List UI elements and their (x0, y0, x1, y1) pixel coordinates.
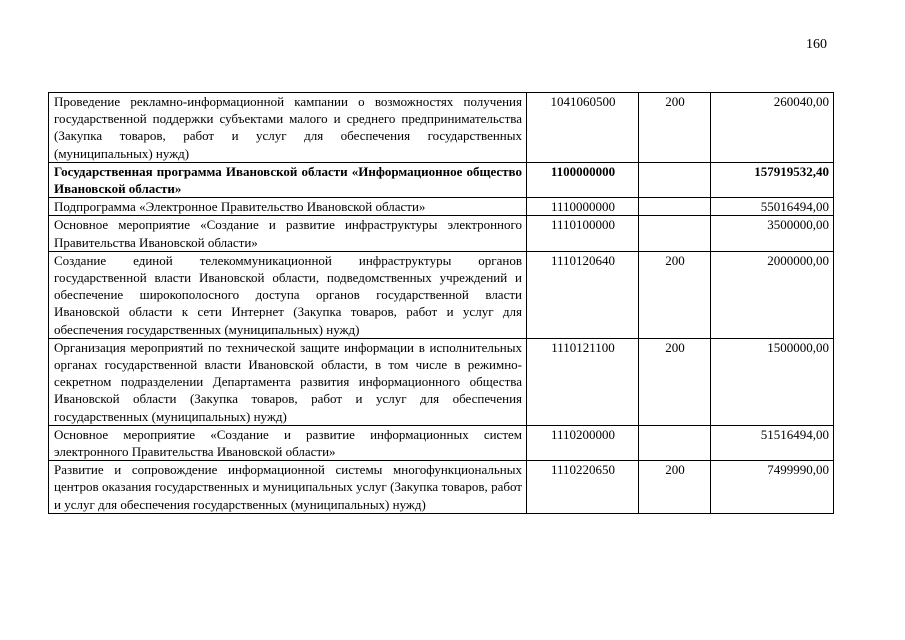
row-code: 1110120640 (527, 251, 639, 338)
table-row (49, 93, 834, 163)
row-expense-type (639, 162, 711, 197)
row-sum: 7499990,00 (711, 461, 834, 514)
row-expense-type: 200 (639, 93, 711, 163)
row-expense-type: 200 (639, 251, 711, 338)
table-row (49, 198, 834, 216)
row-name: Развитие и сопровождение информационной системы многофункциональных центров оказания государственных и муниципальных услуг (Закупка товаров, работ и услуг для обеспечения государственных (муниципальных) нужд) (49, 461, 527, 514)
row-expense-type (639, 198, 711, 216)
table-row (49, 338, 834, 425)
table-row (49, 162, 834, 197)
row-name: Подпрограмма «Электронное Правительство Ивановской области» (49, 198, 527, 216)
row-name: Проведение рекламно-информационной кампании о возможностях получения государственной поддержки субъектами малого и среднего предпринимательства (Закупка товаров, работ и услуг для обеспечения государственных (муниципальных) нужд) (49, 93, 527, 163)
row-sum: 2000000,00 (711, 251, 834, 338)
page-number: 160 (806, 37, 827, 52)
row-code: 1100000000 (527, 162, 639, 197)
row-code: 1110121100 (527, 338, 639, 425)
table-row (49, 425, 834, 460)
row-sum: 55016494,00 (711, 198, 834, 216)
row-sum: 51516494,00 (711, 425, 834, 460)
row-sum: 157919532,40 (711, 162, 834, 197)
budget-table (48, 92, 834, 514)
table-row (49, 216, 834, 251)
row-expense-type: 200 (639, 461, 711, 514)
row-name: Создание единой телекоммуникационной инфраструктуры органов государственной власти Ивановской области, подведомственных учреждений и обеспечение широкополосного доступа органов государственной власти Ивановской области к сети Интернет (Закупка товаров, работ и услуг для обеспечения государственных (муниципальных) нужд) (49, 251, 527, 338)
row-expense-type (639, 216, 711, 251)
row-code: 1110100000 (527, 216, 639, 251)
table-row (49, 251, 834, 338)
row-expense-type (639, 425, 711, 460)
row-name: Основное мероприятие «Создание и развитие инфраструктуры электронного Правительства Ивановской области» (49, 216, 527, 251)
row-code: 1110220650 (527, 461, 639, 514)
row-code: 1041060500 (527, 93, 639, 163)
row-sum: 260040,00 (711, 93, 834, 163)
row-sum: 1500000,00 (711, 338, 834, 425)
row-sum: 3500000,00 (711, 216, 834, 251)
row-name: Государственная программа Ивановской области «Информационное общество Ивановской области» (49, 162, 527, 197)
row-name: Организация мероприятий по технической защите информации в исполнительных органах государственной власти Ивановской области, в том числе в режимно-секретном подразделении Департамента развития информационного общества Ивановской области (Закупка товаров, работ и услуг для обеспечения государственных (муниципальных) нужд) (49, 338, 527, 425)
table-row (49, 461, 834, 514)
row-expense-type: 200 (639, 338, 711, 425)
row-code: 1110000000 (527, 198, 639, 216)
row-name: Основное мероприятие «Создание и развитие информационных систем электронного Правительства Ивановской области» (49, 425, 527, 460)
row-code: 1110200000 (527, 425, 639, 460)
